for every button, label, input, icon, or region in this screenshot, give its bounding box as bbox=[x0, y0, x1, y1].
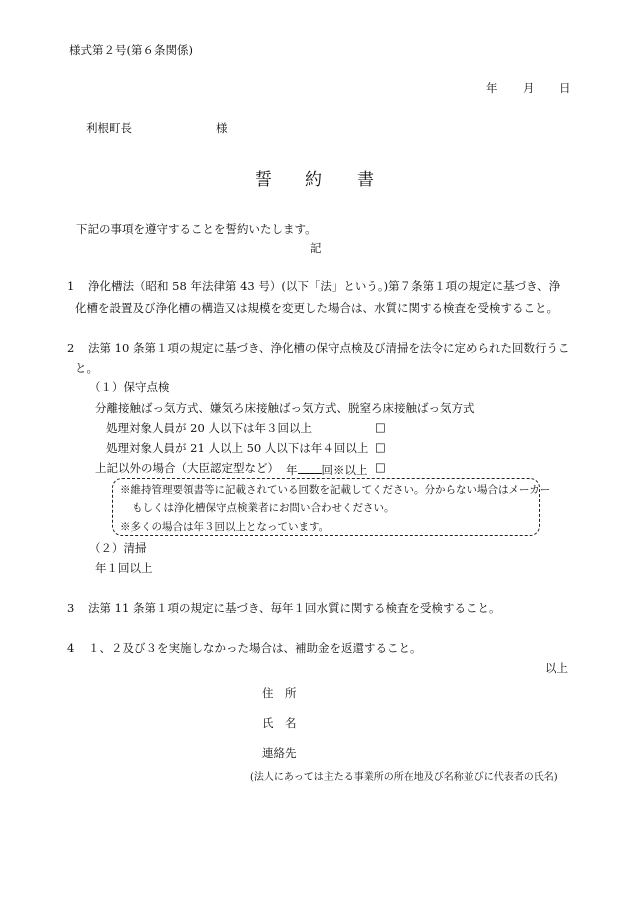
maintenance-heading: （１）保守点検 bbox=[89, 380, 170, 394]
item4-number: 4 bbox=[67, 641, 75, 655]
maintenance-row-1: 処理対象人員が 20 人以下は年３回以上 bbox=[106, 421, 312, 435]
maintenance-methods: 分離接触ばっ気方式、嫌気ろ床接触ばっ気方式、脱窒ろ床接触ばっ気方式 bbox=[95, 401, 475, 415]
signature-contact-label: 連絡先 bbox=[262, 746, 297, 760]
signature-note: (法人にあっては主たる事業所の所在地及び名称並びに代表者の氏名) bbox=[250, 772, 558, 783]
checkbox-3[interactable]: □ bbox=[375, 460, 386, 474]
checkbox-2[interactable]: □ bbox=[375, 440, 386, 454]
maintenance-other-label: 上記以外の場合（大臣認定型など） bbox=[95, 461, 279, 475]
addressee-honorific: 様 bbox=[216, 121, 228, 135]
other-year: 年 bbox=[286, 463, 298, 477]
date-year: 年 bbox=[486, 81, 498, 95]
cleaning-heading: （２）清掃 bbox=[89, 541, 147, 555]
item3-number: 3 bbox=[67, 601, 75, 615]
title-char-2: 約 bbox=[305, 170, 322, 190]
note-3: ※多くの場合は年３回以上となっています。 bbox=[120, 521, 330, 533]
signature-name-label: 氏 名 bbox=[262, 716, 297, 730]
item2-line1: 法第 10 条第１項の規定に基づき、浄化槽の保守点検及び清掃を法令に定められた回数行うこ bbox=[88, 341, 570, 355]
item4-text: １、２及び３を実施しなかった場合は、補助金を返還すること。 bbox=[88, 641, 422, 655]
form-label: 様式第２号(第６条関係) bbox=[69, 43, 193, 57]
maintenance-row-2: 処理対象人員が 21 人以上 50 人以下は年４回以上 bbox=[106, 441, 369, 455]
ijo-mark: 以上 bbox=[545, 661, 568, 675]
item2-number: 2 bbox=[67, 341, 75, 355]
ki-mark: 記 bbox=[310, 241, 322, 255]
count-blank[interactable] bbox=[298, 463, 322, 474]
other-suffix: 回※以上 bbox=[321, 463, 368, 477]
intro-text: 下記の事項を遵守することを誓約いたします。 bbox=[76, 222, 317, 236]
title-char-1: 誓 bbox=[255, 170, 272, 190]
item2-line2: と。 bbox=[75, 361, 98, 375]
note-1: ※維持管理要領書等に記載されている回数を記載してください。分からない場合はメーカー bbox=[120, 484, 551, 496]
item3-text: 法第 11 条第１項の規定に基づき、毎年１回水質に関する検査を受検すること。 bbox=[88, 601, 501, 615]
date-month: 月 bbox=[523, 81, 535, 95]
title-char-3: 書 bbox=[357, 170, 374, 190]
item1-line2: 化槽を設置及び浄化槽の構造又は規模を変更した場合は、水質に関する検査を受検すること。 bbox=[75, 301, 558, 315]
checkbox-1[interactable]: □ bbox=[375, 420, 386, 434]
date-day: 日 bbox=[559, 81, 571, 95]
item1-number: 1 bbox=[67, 279, 75, 293]
cleaning-text: 年１回以上 bbox=[95, 561, 153, 575]
signature-address-label: 住 所 bbox=[262, 686, 297, 700]
note-2: もしくは浄化槽保守点検業者にお問い合わせください。 bbox=[132, 502, 395, 514]
maintenance-other-count bbox=[286, 463, 368, 477]
addressee-name: 利根町長 bbox=[86, 121, 132, 135]
item1-line1: 浄化槽法（昭和 58 年法律第 43 号）(以下「法」という。)第７条第１項の規定に基づき、浄 bbox=[88, 279, 561, 293]
